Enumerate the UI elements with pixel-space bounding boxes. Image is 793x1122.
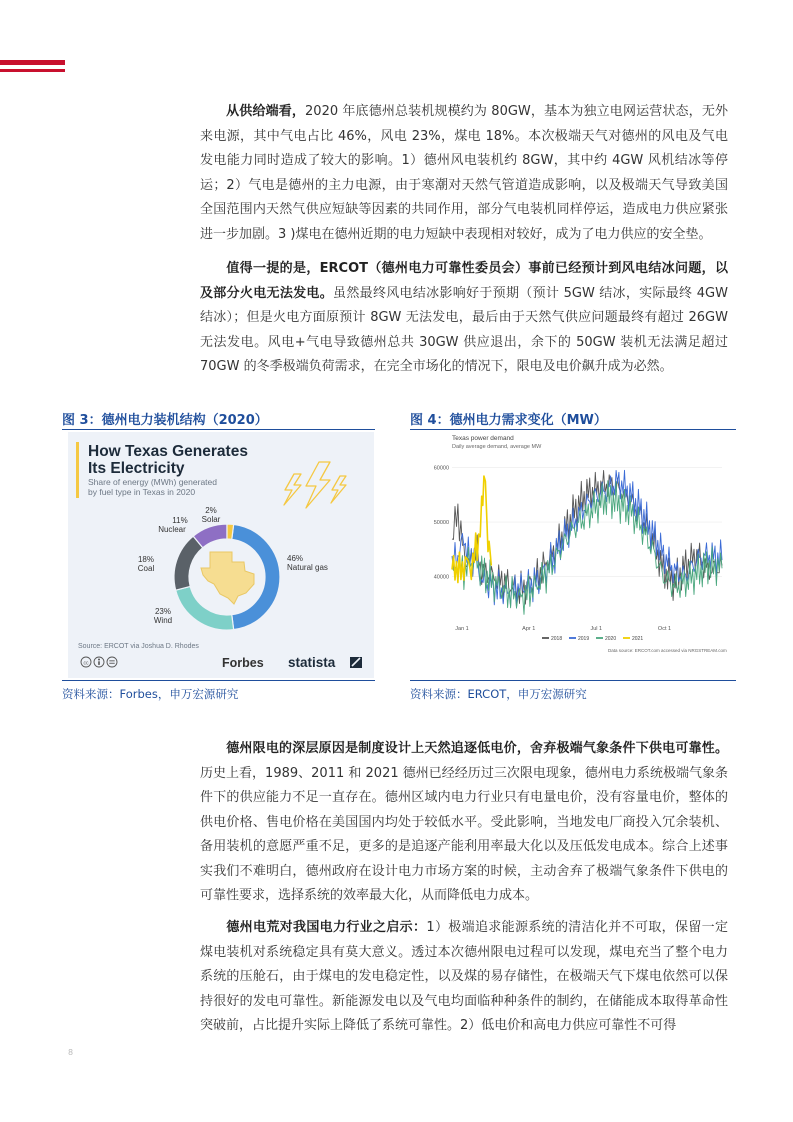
infographic-source: Source: ERCOT via Joshua D. Rhodes	[78, 643, 199, 650]
chart-credit: Data source: ERCOT.com accessed via NRGSTREAM.com	[608, 648, 727, 653]
license-icons	[81, 657, 117, 667]
figure4-bottom-rule	[410, 680, 736, 681]
paragraph-lead: 德州电荒对我国电力行业之启示：	[226, 920, 427, 935]
header-accent-bar	[0, 60, 65, 65]
series-line-2018	[452, 471, 722, 605]
label-wind-name: Wind	[153, 616, 173, 625]
legend-label-2019: 2019	[578, 636, 590, 642]
label-wind-value: 23%	[154, 607, 172, 616]
title-accent-bar	[76, 442, 79, 498]
label-gas-name: Natural gas	[287, 563, 328, 572]
paragraph-lead: 德州限电的深层原因是制度设计上天然追逐低电价，舍弃极端气象条件下供电可靠性。	[226, 741, 728, 756]
page-number: 8	[68, 1048, 74, 1057]
infographic-subtitle-line2: by fuel type in Texas in 2020	[88, 487, 196, 497]
figure4-svg	[410, 432, 736, 678]
figure3-svg	[68, 432, 374, 678]
chart-legend	[542, 636, 643, 642]
forbes-logo: Forbes	[222, 656, 264, 670]
x-tick-label: Jan 1	[455, 626, 469, 632]
figure3-caption: 图 3：德州电力装机结构（2020）	[62, 413, 268, 428]
figure4-rule	[410, 429, 736, 430]
donut-slice-coal	[174, 536, 203, 590]
x-axis	[455, 626, 671, 632]
y-axis	[434, 466, 449, 581]
y-tick-label: 40000	[433, 574, 449, 581]
figure3-bottom-rule	[62, 680, 375, 681]
x-tick-label: Oct 1	[657, 626, 672, 632]
y-tick-label: 60000	[433, 465, 449, 472]
donut-slice-solar	[227, 524, 234, 539]
y-tick-label: 50000	[433, 520, 449, 527]
series-line-2020	[452, 481, 722, 615]
label-coal-value: 18%	[137, 555, 155, 564]
paragraph-lead: 从供给端看，	[226, 104, 306, 119]
chart-title: Texas power demand	[452, 435, 514, 442]
paragraph-implications	[200, 916, 728, 1039]
legend-label-2018: 2018	[551, 636, 563, 642]
paragraph-root-cause	[200, 737, 728, 909]
x-tick-label: Jul 1	[590, 626, 603, 632]
label-gas-value: 46%	[287, 554, 304, 563]
figure4-source: 资料来源：ERCOT，申万宏源研究	[410, 687, 587, 701]
figure3-source: 资料来源：Forbes，申万宏源研究	[62, 687, 239, 701]
paragraph-ercot	[200, 257, 728, 380]
texas-map-icon	[201, 552, 254, 604]
label-nuclear-value: 11%	[172, 516, 188, 525]
figure3-rule	[62, 429, 375, 430]
chart-subtitle: Daily average demand, average MW	[452, 444, 542, 450]
svg-text:cc: cc	[83, 660, 89, 667]
paragraph-supply-side	[200, 100, 728, 247]
header-accent-bar-thin	[0, 69, 65, 72]
paragraph-body: 历史上看，1989、2011 和 2021 德州已经经历过三次限电现象，德州电力系统极端气象条件下的供应能力不足一直存在。德州区域内电力行业只有电量电价，没有容量电价，整体的供电价格、售电价格在美国国内均处于较低水平。受此影响，当地发电厂商投入冗余装机、备用装机的意愿严重不足，更多的是追逐产能利用率最大化以及压低发电成本。综合上述事实我们不难明白，德州政府在设计电力市场方案的时候，主动舍弃了极端气象条件下供电的可靠性要求，选择系统的效率最大化，从而降低电力成本。	[200, 765, 728, 903]
label-coal-name: Coal	[137, 564, 155, 573]
figure4-caption: 图 4：德州电力需求变化（MW）	[410, 413, 607, 428]
nd-icon	[107, 657, 117, 667]
legend-label-2020: 2020	[605, 636, 617, 642]
infographic-subtitle-line1: Share of energy (MWh) generated	[88, 477, 217, 487]
label-solar-value: 2%	[205, 506, 217, 515]
legend-label-2021: 2021	[632, 636, 644, 642]
paragraph-lead: 值得一提的是，ERCOT（德州电力可靠性委员会）事前已经预计到风电结冰问题，以及部分火电无法发电。	[200, 261, 728, 301]
statista-logo: statista	[288, 655, 336, 670]
figure3-panel	[68, 432, 374, 678]
x-tick-label: Apr 1	[522, 626, 536, 632]
label-solar-name: Solar	[201, 515, 221, 524]
figure4-panel	[410, 432, 736, 678]
lightning-icon	[284, 462, 346, 508]
infographic-title-line2: Its Electricity	[88, 460, 185, 477]
series-lines	[452, 470, 722, 614]
paragraph-body: 2020 年底德州总装机规模约为 80GW，基本为独立电网运营状态，无外来电源，其中气电占比 46%，风电 23%，煤电 18%。本次极端天气对德州的风电及气电发电能力同时造成了较大的影响。1）德州风电装机约 8GW，其中约 4GW 风机结冰等停运；2）气电是德州的主力电源，由于寒潮对天然气管道造成影响，以及极端天气导致美国全国范围内天然气供应短缺等因素的共同作用，部分气电装机同样停运，造成电力供应紧张进一步加剧。3 )煤电在德州近期的电力短缺中表现相对较好，成为了电力供应的安全垫。	[200, 104, 728, 242]
label-nuclear-name: Nuclear	[158, 525, 186, 534]
infographic-title-line1: How Texas Generates	[88, 443, 248, 460]
paragraph-body: 1）极端追求能源系统的清洁化并不可取，保留一定煤电装机对系统稳定具有莫大意义。透过本次德州限电过程可以发现，煤电充当了整个电力系统的压舱石，由于煤电的发电稳定性，以及煤的易存储性，在极端天气下煤电依然可以保持很好的发电可靠性。新能源发电以及气电均面临种种条件的制约，在储能成本取得革命性突破前，占比提升实际上降低了系统可靠性。2）低电价和高电力供应可靠性不可得	[200, 920, 728, 1033]
paragraph-body: 虽然最终风电结冰影响好于预期（预计 5GW 结冰，实际最终 4GW 结冰）；但是火电方面原预计 8GW 无法发电，最后由于天然气供应问题最终有超过 26GW 无法发电。风电+气电导致德州总共 30GW 供应退出，余下的 50GW 装机无法满足超过 70GW 的冬季极端负荷需求，在完全市场化的情况下，限电及电价飙升成为必然。	[200, 285, 728, 374]
